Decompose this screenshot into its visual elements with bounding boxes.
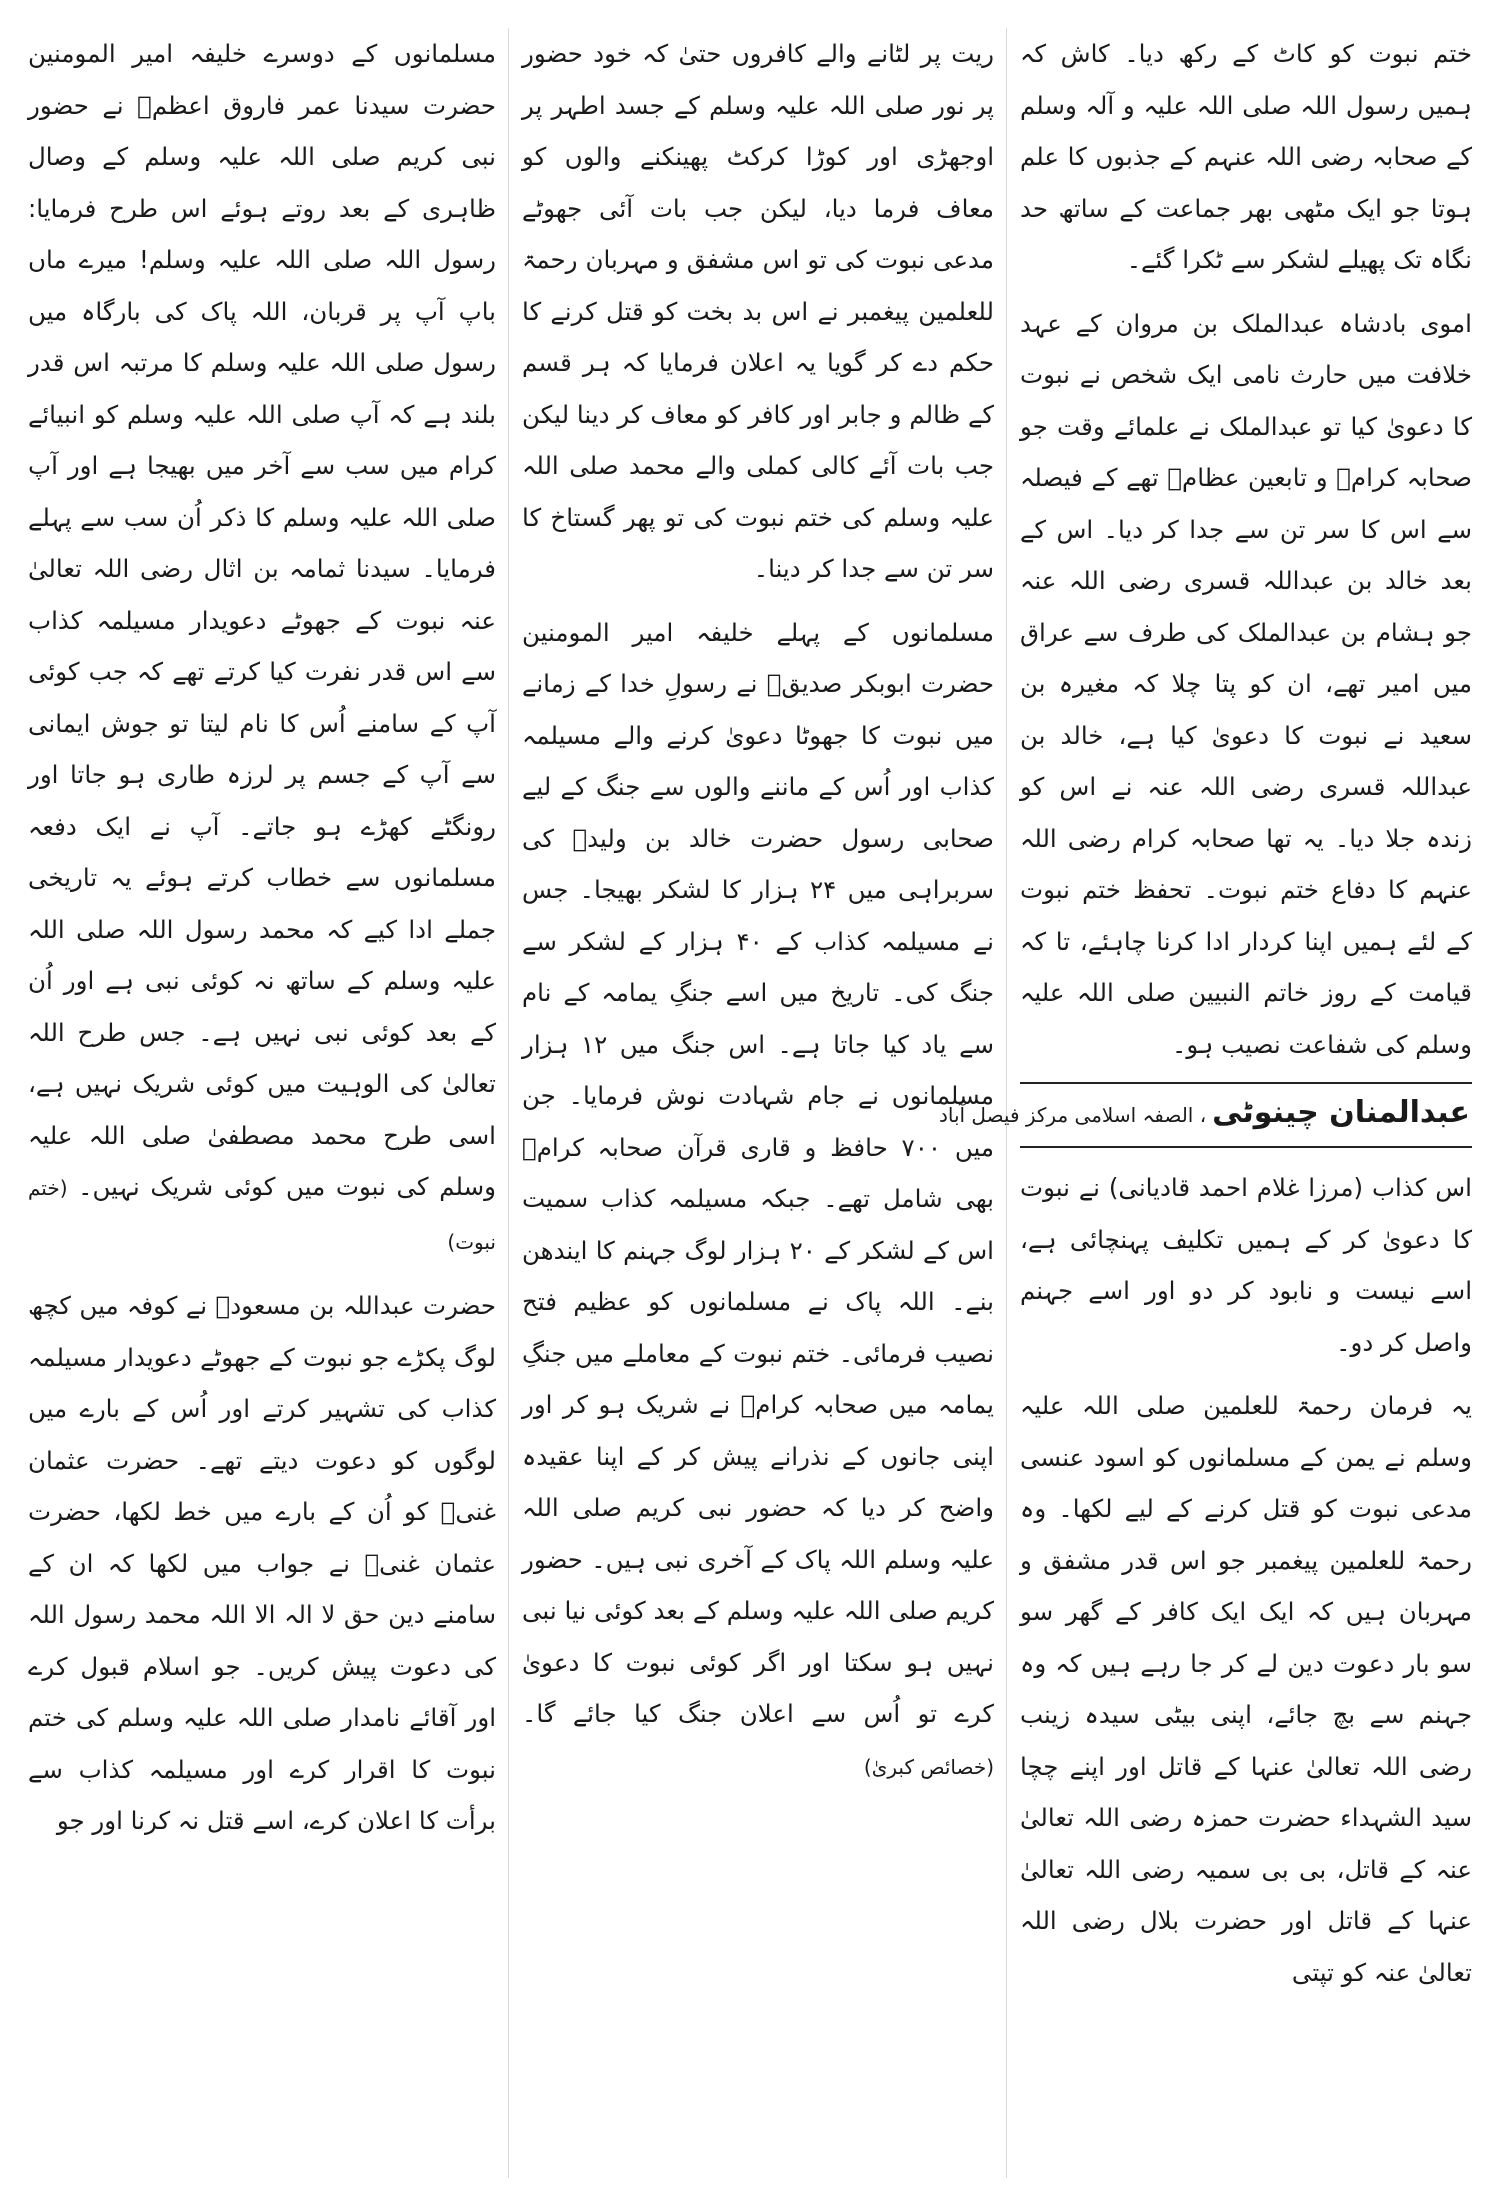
paragraph-text: مسلمانوں کے دوسرے خلیفہ امیر المومنین حضرت سیدنا عمر فاروق اعظمؓ نے حضور نبی کریم صلی اللہ علیہ وسلم کے وصال ظاہری کے بعد روتے ہوئے اس طرح فرمایا: رسول اللہ صلی اللہ علیہ وسلم! میرے ماں باپ آپ پر قربان، اللہ پاک کی بارگاہ میں رسول صلی اللہ علیہ وسلم کا مرتبہ اس قدر بلند ہے کہ آپ صلی اللہ علیہ وسلم کو انبیائے کرام میں سب سے آخر میں بھیجا ہے اور آپ صلی اللہ علیہ وسلم کا ذکر اُن سب سے پہلے فرمایا۔ سیدنا ثمامہ بن اثال رضی اللہ تعالیٰ عنہ نبوت کے جھوٹے دعویدار مسیلمہ کذاب سے اس قدر نفرت کیا کرتے تھے کہ جب کوئی آپ کے سامنے اُس کا نام لیتا تو جوش ایمانی سے آپ کے جسم پر لرزہ طاری ہو جاتا اور رونگٹے کھڑے ہو جاتے۔ آپ نے ایک دفعہ مسلمانوں سے خطاب کرتے ہوئے یہ تاریخی جملے ادا کیے کہ محمد رسول اللہ صلی اللہ علیہ وسلم کے ساتھ نہ کوئی نبی ہے اور اُن کے بعد کوئی نبی نہیں ہے۔ جس طرح اللہ تعالیٰ کی الوہیت میں کوئی شریک نہیں ہے، اسی طرح محمد مصطفیٰ صلی اللہ علیہ وسلم کی نبوت میں کوئی شریک نہیں۔ — [28, 39, 496, 1201]
article-column-middle — [522, 28, 994, 2178]
column-divider — [508, 28, 509, 2178]
author-organization: ، الصفہ اسلامی مرکز فیصل آباد — [938, 1103, 1207, 1127]
article-paragraph: اموی بادشاہ عبدالملک بن مروان کے عہد خلافت میں حارث نامی ایک شخص نے نبوت کا دعویٰ کیا تو عبدالملک نے علمائے وقت جو صحابہ کرامؓ و تابعین عظامؒ تھے کے فیصلہ سے اس کا سر تن سے جدا کر دیا۔ اس کے بعد خالد بن عبداللہ قسری رضی اللہ عنہ جو ہشام بن عبدالملک کی طرف سے عراق میں امیر تھے، ان کو پتا چلا کہ مغیرہ بن سعید نے نبوت کا دعویٰ کیا ہے، خالد بن عبداللہ قسری رضی اللہ عنہ نے اس کو زندہ جلا دیا۔ یہ تھا صحابہ کرام رضی اللہ عنہم کا دفاع ختم نبوت۔ تحفظ ختم نبوت کے لئے ہمیں اپنا کردار ادا کرنا چاہئے، تا کہ قیامت کے روز خاتم النبیین صلی اللہ علیہ وسلم کی شفاعت نصیب ہو۔ — [1020, 308, 1472, 1059]
article-paragraph: یہ فرمان رحمۃ للعلمین صلی اللہ علیہ وسلم نے یمن کے مسلمانوں کو اسود عنسی مدعی نبوت کو قتل کرنے کے لیے لکھا۔ وہ رحمۃ للعلمین پیغمبر جو اس قدر مشفق و مہربان ہیں کہ ایک ایک کافر کے گھر سو سو بار دعوت دین لے کر جا رہے ہیں کہ وہ جہنم سے بچ جائے، اپنی بیٹی سیدہ زینب رضی اللہ تعالیٰ عنہا کے قاتل اور اپنے چچا سید الشہداء حضرت حمزہ رضی اللہ تعالیٰ عنہ کے قاتل، بی بی سمیہ رضی اللہ تعالیٰ عنہا کے قاتل اور حضرت بلال رضی اللہ تعالیٰ عنہ کو تپتی — [1020, 1391, 1472, 1987]
article-paragraph: ختم نبوت کو کاٹ کے رکھ دیا۔ کاش کہ ہمیں رسول اللہ صلی اللہ علیہ و آلہ وسلم کے صحابہ رضی اللہ عنہم کے جذبوں کا علم ہوتا جو ایک مٹھی بھر جماعت کے ساتھ حد نگاہ تک پھیلے لشکر سے ٹکرا گئے۔ — [1020, 39, 1472, 274]
paragraph-text: مسلمانوں کے پہلے خلیفہ امیر المومنین حضرت ابوبکر صدیقؓ نے رسولِ خدا کے زمانے میں نبوت کا جھوٹا دعویٰ کرنے والے مسیلمہ کذاب اور اُس کے ماننے والوں سے جنگ کے لیے صحابی رسول حضرت خالد بن ولیدؓ کی سربراہی میں ۲۴ ہزار کا لشکر بھیجا۔ جس نے مسیلمہ کذاب کے ۴۰ ہزار کے لشکر سے جنگ کی۔ تاریخ میں اسے جنگِ یمامہ کے نام سے یاد کیا جاتا ہے۔ اس جنگ میں ۱۲ ہزار مسلمانوں نے جام شہادت نوش فرمایا۔ جن میں ۷۰۰ حافظ و قاری قرآن صحابہ کرامؓ بھی شامل تھے۔ جبکہ مسیلمہ کذاب سمیت اس کے لشکر کے ۲۰ ہزار لوگ جہنم کا ایندھن بنے۔ اللہ پاک نے مسلمانوں کو عظیم فتح نصیب فرمائی۔ ختم نبوت کے معاملے میں جنگِ یمامہ میں صحابہ کرامؓ نے شریک ہو کر اور اپنی جانوں کے نذرانے پیش کر کے اپنا عقیدہ واضح کر دیا کہ حضور نبی کریم صلی اللہ علیہ وسلم اللہ پاک کے آخری نبی ہیں۔ حضور کریم صلی اللہ علیہ وسلم کے بعد کوئی نیا نبی نہیں ہو سکتا اور اگر کوئی نبوت کا دعویٰ کرے تو اُس سے اعلان جنگ کیا جائے گا۔ — [522, 617, 995, 1728]
article-paragraph — [522, 607, 994, 1794]
article-paragraph: حضرت عبداللہ بن مسعودؓ نے کوفہ میں کچھ لوگ پکڑے جو نبوت کے جھوٹے دعویدار مسیلمہ کذاب کی تشہیر کرتے اور اُس کے بارے میں لوگوں کو دعوت دیتے تھے۔ حضرت عثمان غنیؓ کو اُن کے بارے میں خط لکھا، حضرت عثمان غنیؓ نے جواب میں لکھا کہ ان کے سامنے دین حق لا الہ الا اللہ محمد رسول اللہ کی دعوت پیش کریں۔ جو اسلام قبول کرے اور آقائے نامدار صلی اللہ علیہ وسلم کی ختم نبوت کا اقرار کرے اور مسیلمہ کذاب سے برأت کا اعلان کرے، اسے قتل نہ کرنا اور جو — [28, 1291, 496, 1835]
source-reference: (ختم نبوت) — [28, 1176, 496, 1254]
source-reference: (خصائص کبریٰ) — [863, 1754, 994, 1779]
author-byline — [938, 1082, 1472, 1148]
article-column-right — [938, 28, 1472, 2178]
article-paragraph: ریت پر لٹانے والے کافروں حتیٰ کہ خود حضور پر نور صلی اللہ علیہ وسلم کے جسد اطہر پر اوجھڑی اور کوڑا کرکٹ پھینکنے والوں کو معاف فرما دیا، لیکن جب بات آئی جھوٹے مدعی نبوت کی تو اس مشفق و مہربان رحمۃ للعلمین پیغمبر نے اس بد بخت کو قتل کرنے کا حکم دے کر گویا یہ اعلان فرمایا کہ ہر قسم کے ظالم و جابر اور کافر کو معاف کر دینا لیکن جب بات آئے کالی کملی والے محمد صلی اللہ علیہ وسلم کی ختم نبوت کی تو پھر گستاخ کا سر تن سے جدا کر دینا۔ — [522, 39, 994, 583]
article-paragraph — [28, 28, 496, 1268]
article-paragraph: اس کذاب (مرزا غلام احمد قادیانی) نے نبوت کا دعویٰ کر کے ہمیں تکلیف پہنچائی ہے، اسے نیست و نابود کر دو اور اسے جہنم واصل کر دو۔ — [1020, 1173, 1472, 1357]
article-column-left — [28, 28, 496, 2178]
author-name: عبدالمنان چینوٹی — [1212, 1095, 1470, 1130]
